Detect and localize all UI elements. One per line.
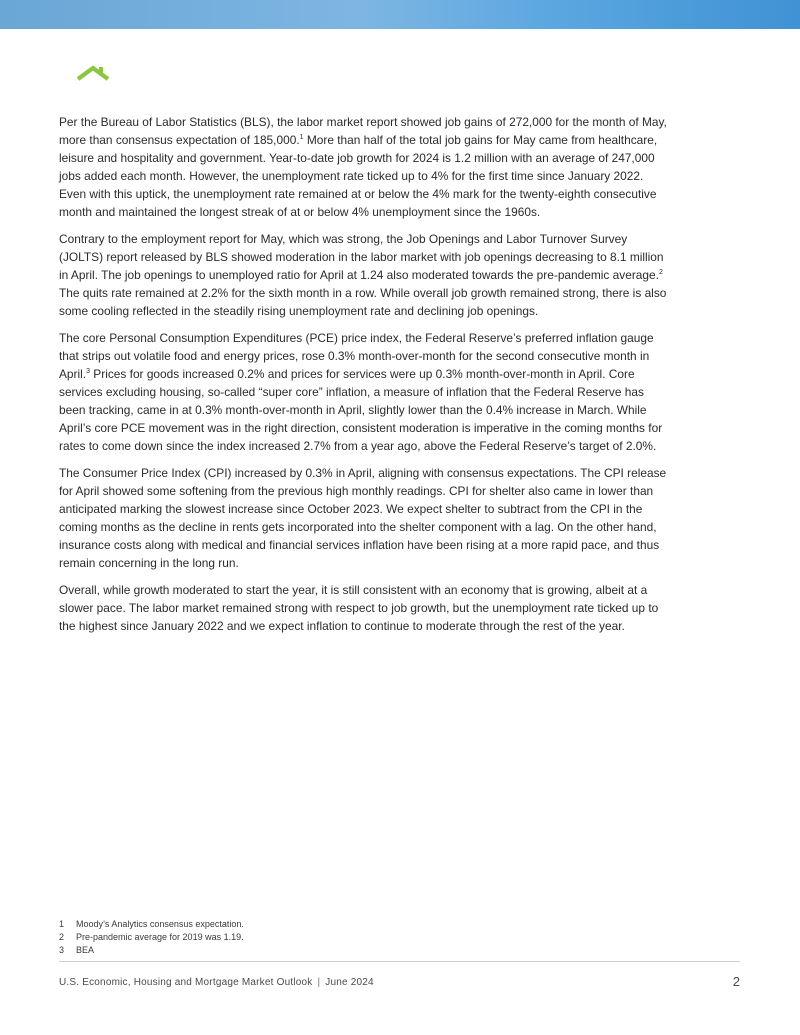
footer-divider [59,961,740,962]
footnote-text: Moody’s Analytics consensus expectation. [76,919,244,929]
body-paragraph [59,464,671,572]
footnote-ref: 1 [299,134,304,141]
footnote-number: 1 [59,919,65,929]
paragraph-text: More than half of the total job gains for May came from healthcare, leisure and hospitality and government. Year-to-date job growth for 2024 is 1.2 million with an average of 247,000 jobs added each month. However, the unemployment rate ticked up to 4% for the first time since January 2022. Even with this uptick, the unemployment rate remained at or below the 4% mark for the twenty-eighth consecutive month and maintained the longest streak of at or below 4% unemployment since the 1960s. [59,133,658,219]
report-date: June 2024 [325,977,374,988]
page-number: 2 [732,974,740,989]
footnote [59,931,559,944]
paragraph-text: Per the Bureau of Labor Statistics (BLS), the labor market report showed job gains of 272,000 for the month of May, more than consensus expectation of 185,000. [59,115,667,147]
paragraph-text: The core Personal Consumption Expenditures (PCE) price index, the Federal Reserve’s preferred inflation gauge that strips out volatile food and energy prices, rose 0.3% month-over-month for the second consecutive month in April. [59,331,654,381]
header-band [0,0,800,29]
body-paragraph [59,230,671,320]
paragraph-text: Overall, while growth moderated to start the year, it is still consistent with an economy that is growing, albeit at a slower pace. The labor market remained strong with respect to job growth, but the unemployment rate ticked up to the highest since January 2022 and we expect inflation to continue to moderate through the rest of the year. [59,583,659,633]
house-roof-icon [76,64,110,82]
paragraph-text: The Consumer Price Index (CPI) increased by 0.3% in April, aligning with consensus expectations. The CPI release for April showed some softening from the previous high monthly readings. CPI for shelter also came in lower than anticipated marking the slowest increase since October 2023. We expect shelter to subtract from the CPI in the coming months as the decline in rents gets incorporated into the shelter component with a lag. On the other hand, insurance costs along with medical and financial services inflation have been rising at a more rapid pace, and thus remain concerning in the long run. [59,466,667,570]
footnotes [59,918,559,957]
footer-text [59,977,374,988]
footnote-text: Pre-pandemic average for 2019 was 1.19. [76,932,244,942]
footnote-number: 2 [59,932,65,942]
footnote [59,918,559,931]
footnote-ref: 3 [86,368,90,375]
body-paragraph [59,581,671,635]
paragraph-text: The quits rate remained at 2.2% for the sixth month in a row. While overall job growth remained strong, there is also some cooling reflected in the steadily rising unemployment rate and declining job openings. [59,286,667,318]
footnote-ref: 2 [658,269,663,276]
paragraph-text: Prices for goods increased 0.2% and prices for services were up 0.3% month-over-month in April. Core services excluding housing, so-called “super core” inflation, a measure of inflation that the Federal Reserve has been tracking, came in at 0.3% month-over-month in April, slightly lower than the 0.4% increase in March. While April’s core PCE movement was in the right direction, consistent moderation is imperative in the coming months for rates to come down since the index increased 2.7% from a year ago, above the Federal Reserve’s target of 2.0%. [59,367,663,453]
footnote-number: 3 [59,945,65,955]
body-text [59,113,671,644]
body-paragraph [59,329,671,455]
paragraph-text: Contrary to the employment report for May, which was strong, the Job Openings and Labor Turnover Survey (JOLTS) report released by BLS showed moderation in the labor market with job openings decreasing to 8.1 million in April. The job openings to unemployed ratio for April at 1.24 also moderated towards the pre-pandemic average. [59,232,664,282]
footnote [59,944,559,957]
footnote-text: BEA [76,945,95,955]
report-title: U.S. Economic, Housing and Mortgage Market Outlook [59,977,313,988]
body-paragraph [59,113,671,221]
footer-separator: | [317,977,321,988]
